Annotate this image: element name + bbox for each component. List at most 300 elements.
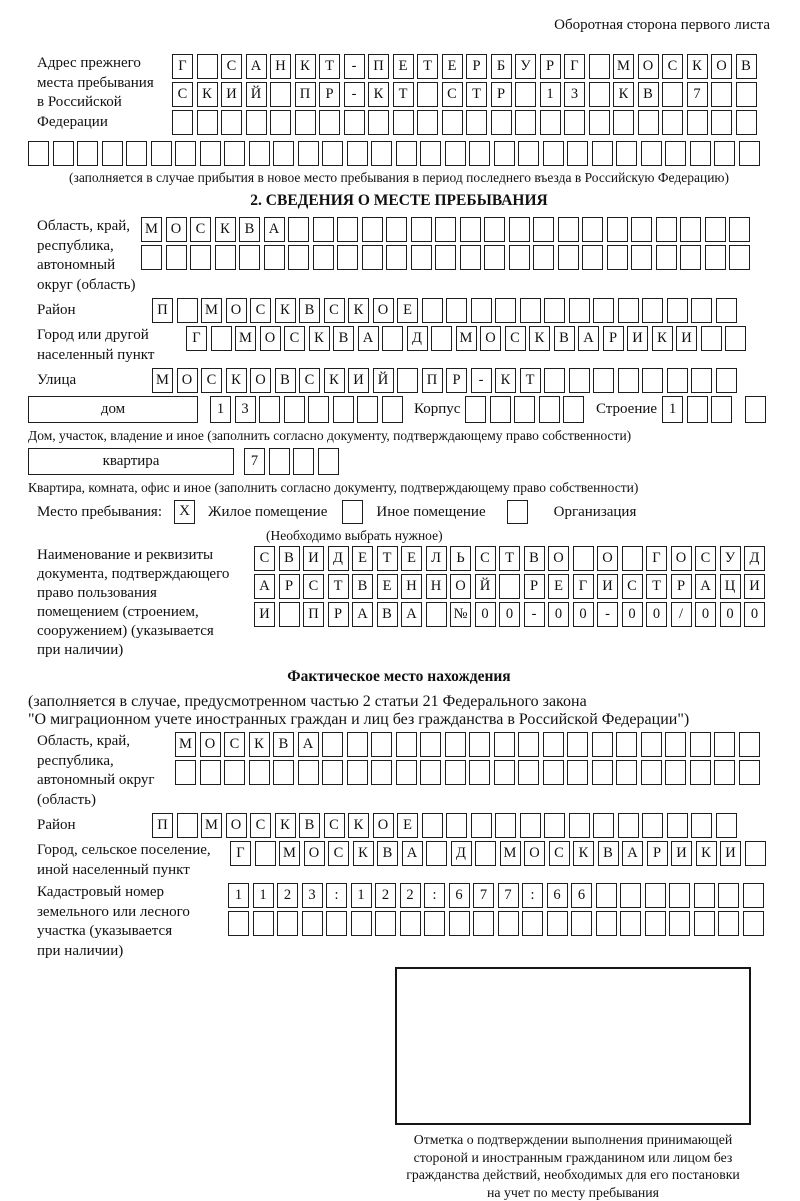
char-cell: К bbox=[197, 82, 218, 107]
char-cell bbox=[126, 141, 147, 166]
text-line: право пользования bbox=[37, 584, 254, 603]
char-cell: Т bbox=[319, 54, 340, 79]
char-cell bbox=[607, 245, 628, 270]
char-cell bbox=[665, 141, 686, 166]
char-cell: С bbox=[442, 82, 463, 107]
text-line: гражданства действий, необходимых для его постановки bbox=[395, 1166, 751, 1184]
char-cell: С bbox=[324, 298, 345, 323]
char-cell bbox=[221, 110, 242, 135]
char-cell: 0 bbox=[744, 602, 765, 627]
char-cell: С bbox=[254, 546, 275, 571]
char-cell bbox=[466, 110, 487, 135]
char-cell: 3 bbox=[564, 82, 585, 107]
char-cell bbox=[446, 813, 467, 838]
char-cell bbox=[582, 245, 603, 270]
option-organizatsiya: Организация bbox=[554, 504, 637, 521]
char-cell: К bbox=[226, 368, 247, 393]
char-cell bbox=[279, 602, 300, 627]
char-cell: К bbox=[687, 54, 708, 79]
char-cell bbox=[400, 911, 421, 936]
char-cell bbox=[680, 217, 701, 242]
text-line: в Российской bbox=[37, 93, 172, 113]
char-cell bbox=[445, 141, 466, 166]
char-cell bbox=[333, 396, 354, 423]
raion-field bbox=[28, 298, 770, 323]
char-cell bbox=[596, 883, 617, 908]
char-cell bbox=[544, 298, 565, 323]
char-cell bbox=[337, 217, 358, 242]
char-cell: В bbox=[279, 546, 300, 571]
text-line: Область, край, bbox=[37, 217, 141, 237]
char-cell bbox=[558, 217, 579, 242]
char-cell: П bbox=[152, 813, 173, 838]
option-zhiloe-pomeschenie: Жилое помещение bbox=[208, 504, 327, 521]
text-line: населенный пункт bbox=[37, 346, 186, 366]
char-cell bbox=[705, 217, 726, 242]
char-cell bbox=[273, 760, 294, 785]
char-cell bbox=[422, 813, 443, 838]
char-cell bbox=[494, 732, 515, 757]
char-cell: С bbox=[549, 841, 570, 866]
char-cell bbox=[522, 911, 543, 936]
char-cell bbox=[593, 298, 614, 323]
char-cell bbox=[393, 110, 414, 135]
text-line: автономный bbox=[37, 256, 141, 276]
char-cell: Т bbox=[328, 574, 349, 599]
char-cell bbox=[362, 245, 383, 270]
char-cell: Е bbox=[352, 546, 373, 571]
char-cell: К bbox=[573, 841, 594, 866]
oblast-row-1 bbox=[141, 217, 754, 242]
char-cell: А bbox=[695, 574, 716, 599]
char-cell bbox=[426, 602, 447, 627]
char-cell bbox=[593, 813, 614, 838]
char-cell: Е bbox=[377, 574, 398, 599]
kvartira-cells bbox=[244, 448, 342, 475]
raion-row bbox=[152, 298, 740, 323]
char-cell: Д bbox=[328, 546, 349, 571]
prev-address-row-2 bbox=[172, 82, 760, 107]
char-cell: 7 bbox=[244, 448, 265, 475]
char-cell bbox=[739, 760, 760, 785]
char-cell bbox=[520, 813, 541, 838]
char-cell bbox=[613, 110, 634, 135]
char-cell bbox=[494, 760, 515, 785]
char-cell: Л bbox=[426, 546, 447, 571]
char-cell: Т bbox=[520, 368, 541, 393]
char-cell: М bbox=[279, 841, 300, 866]
char-cell: С bbox=[172, 82, 193, 107]
char-cell: К bbox=[295, 54, 316, 79]
kadastr-row-2 bbox=[228, 911, 767, 936]
document-label bbox=[28, 546, 254, 660]
char-cell bbox=[533, 245, 554, 270]
char-cell bbox=[638, 110, 659, 135]
char-cell bbox=[270, 82, 291, 107]
char-cell bbox=[498, 911, 519, 936]
char-cell bbox=[645, 911, 666, 936]
char-cell bbox=[641, 141, 662, 166]
char-cell: В bbox=[273, 732, 294, 757]
char-cell bbox=[589, 82, 610, 107]
char-cell bbox=[567, 760, 588, 785]
document-row-3 bbox=[254, 602, 769, 627]
char-cell: 7 bbox=[687, 82, 708, 107]
char-cell: Н bbox=[426, 574, 447, 599]
char-cell bbox=[691, 298, 712, 323]
char-cell bbox=[716, 298, 737, 323]
char-cell: И bbox=[744, 574, 765, 599]
dom-label-box bbox=[28, 396, 198, 423]
char-cell bbox=[690, 732, 711, 757]
stamp-caption bbox=[395, 1131, 751, 1201]
char-cell bbox=[592, 732, 613, 757]
fact-raion-row bbox=[152, 813, 740, 838]
prev-address-row-1 bbox=[172, 54, 760, 79]
char-cell bbox=[469, 732, 490, 757]
char-cell bbox=[371, 141, 392, 166]
char-cell: 1 bbox=[228, 883, 249, 908]
char-cell bbox=[295, 110, 316, 135]
char-cell bbox=[616, 760, 637, 785]
char-cell: С bbox=[662, 54, 683, 79]
char-cell: / bbox=[671, 602, 692, 627]
char-cell bbox=[397, 368, 418, 393]
char-cell bbox=[357, 396, 378, 423]
char-cell: С bbox=[475, 546, 496, 571]
char-cell bbox=[514, 396, 535, 423]
char-cell bbox=[567, 141, 588, 166]
char-cell bbox=[53, 141, 74, 166]
char-cell: 1 bbox=[351, 883, 372, 908]
char-cell bbox=[592, 141, 613, 166]
char-cell bbox=[200, 141, 221, 166]
char-cell bbox=[729, 217, 750, 242]
char-cell bbox=[28, 141, 49, 166]
char-cell: Р bbox=[279, 574, 300, 599]
char-cell bbox=[694, 883, 715, 908]
text-line: иной населенный пункт bbox=[37, 861, 230, 881]
char-cell bbox=[422, 298, 443, 323]
char-cell: В bbox=[554, 326, 575, 351]
char-cell: Р bbox=[328, 602, 349, 627]
char-cell bbox=[539, 396, 560, 423]
char-cell bbox=[273, 141, 294, 166]
char-cell: 6 bbox=[571, 883, 592, 908]
char-cell bbox=[569, 298, 590, 323]
char-cell bbox=[197, 110, 218, 135]
char-cell bbox=[396, 760, 417, 785]
char-cell bbox=[417, 110, 438, 135]
char-cell bbox=[739, 732, 760, 757]
char-cell: О bbox=[304, 841, 325, 866]
char-cell: Г bbox=[564, 54, 585, 79]
char-cell: О bbox=[671, 546, 692, 571]
char-cell bbox=[641, 732, 662, 757]
char-cell: В bbox=[377, 602, 398, 627]
document-field bbox=[28, 546, 770, 660]
char-cell: К bbox=[368, 82, 389, 107]
char-cell: Е bbox=[401, 546, 422, 571]
char-cell: Д bbox=[407, 326, 428, 351]
char-cell bbox=[596, 911, 617, 936]
char-cell bbox=[665, 732, 686, 757]
text-line: автономный округ bbox=[37, 771, 175, 791]
prev-address-row-4 bbox=[28, 141, 770, 166]
char-cell: Р bbox=[466, 54, 487, 79]
char-cell bbox=[270, 110, 291, 135]
char-cell bbox=[494, 141, 515, 166]
stroenie-extra-cell bbox=[745, 396, 770, 423]
text-line: сооружением) (указывается bbox=[37, 622, 254, 641]
gorod-label bbox=[28, 326, 186, 365]
text-line: (область) bbox=[37, 791, 175, 811]
char-cell bbox=[745, 396, 766, 423]
char-cell: 0 bbox=[646, 602, 667, 627]
char-cell: Е bbox=[548, 574, 569, 599]
char-cell bbox=[515, 110, 536, 135]
char-cell bbox=[469, 141, 490, 166]
char-cell: Е bbox=[393, 54, 414, 79]
char-cell: К bbox=[275, 298, 296, 323]
char-cell bbox=[662, 82, 683, 107]
char-cell: Т bbox=[393, 82, 414, 107]
char-cell: Е bbox=[442, 54, 463, 79]
char-cell: Г bbox=[573, 574, 594, 599]
char-cell bbox=[736, 110, 757, 135]
fact-oblast-field bbox=[28, 732, 770, 810]
char-cell bbox=[431, 326, 452, 351]
char-cell bbox=[322, 141, 343, 166]
char-cell: Е bbox=[397, 298, 418, 323]
dom-caption: Дом, участок, владение и иное (заполнить согласно документу, подтверждающему право собственности) bbox=[28, 426, 770, 445]
text-line: Город, сельское поселение, bbox=[37, 841, 230, 861]
char-cell: О bbox=[480, 326, 501, 351]
char-cell: 0 bbox=[695, 602, 716, 627]
mesto-prebyvaniya-field bbox=[28, 500, 770, 524]
char-cell bbox=[711, 82, 732, 107]
char-cell bbox=[151, 141, 172, 166]
char-cell bbox=[313, 245, 334, 270]
char-cell bbox=[736, 82, 757, 107]
char-cell bbox=[543, 732, 564, 757]
char-cell: К bbox=[529, 326, 550, 351]
char-cell bbox=[239, 245, 260, 270]
char-cell: Т bbox=[499, 546, 520, 571]
char-cell bbox=[386, 245, 407, 270]
char-cell: О bbox=[711, 54, 732, 79]
char-cell bbox=[662, 110, 683, 135]
char-cell bbox=[656, 245, 677, 270]
char-cell bbox=[543, 760, 564, 785]
char-cell: 6 bbox=[547, 883, 568, 908]
ulitsa-row bbox=[152, 368, 740, 393]
char-cell bbox=[656, 217, 677, 242]
char-cell bbox=[175, 760, 196, 785]
text-line: республика, bbox=[37, 237, 141, 257]
option-inoe-pomeschenie: Иное помещение bbox=[376, 504, 485, 521]
char-cell bbox=[714, 732, 735, 757]
char-cell bbox=[547, 911, 568, 936]
char-cell bbox=[308, 396, 329, 423]
text-line: при наличии) bbox=[37, 942, 228, 962]
fact-gorod-label bbox=[28, 841, 230, 880]
kadastr-row-1 bbox=[228, 883, 767, 908]
char-cell bbox=[667, 368, 688, 393]
char-cell: К bbox=[215, 217, 236, 242]
char-cell bbox=[475, 841, 496, 866]
char-cell: 0 bbox=[499, 602, 520, 627]
char-cell: А bbox=[358, 326, 379, 351]
char-cell bbox=[569, 368, 590, 393]
char-cell: А bbox=[264, 217, 285, 242]
char-cell: 6 bbox=[449, 883, 470, 908]
char-cell bbox=[449, 911, 470, 936]
oblast-row-2 bbox=[141, 245, 754, 270]
kvartira-label: квартира bbox=[103, 453, 160, 470]
char-cell bbox=[228, 911, 249, 936]
char-cell bbox=[411, 217, 432, 242]
char-cell bbox=[277, 911, 298, 936]
char-cell: М bbox=[500, 841, 521, 866]
text-line: Федерации bbox=[37, 113, 172, 133]
char-cell: М bbox=[141, 217, 162, 242]
text-line: документа, подтверждающего bbox=[37, 565, 254, 584]
char-cell: И bbox=[348, 368, 369, 393]
char-cell: В bbox=[638, 82, 659, 107]
char-cell: М bbox=[201, 298, 222, 323]
char-cell bbox=[371, 760, 392, 785]
char-cell: М bbox=[175, 732, 196, 757]
char-cell bbox=[518, 732, 539, 757]
text-line: места пребывания bbox=[37, 74, 172, 94]
char-cell bbox=[705, 245, 726, 270]
oblast-field bbox=[28, 217, 770, 295]
char-cell bbox=[293, 448, 314, 475]
char-cell bbox=[197, 54, 218, 79]
char-cell bbox=[631, 245, 652, 270]
char-cell: Д bbox=[451, 841, 472, 866]
char-cell bbox=[495, 813, 516, 838]
char-cell: И bbox=[221, 82, 242, 107]
prev-address-label bbox=[28, 54, 172, 132]
char-cell: О bbox=[177, 368, 198, 393]
prev-address-row-3 bbox=[172, 110, 760, 135]
stroenie-cells bbox=[662, 396, 736, 423]
char-cell bbox=[435, 217, 456, 242]
char-cell bbox=[687, 110, 708, 135]
char-cell bbox=[616, 141, 637, 166]
char-cell: - bbox=[524, 602, 545, 627]
char-cell: А bbox=[352, 602, 373, 627]
page-corner-note: Оборотная сторона первого листа bbox=[28, 16, 770, 34]
char-cell: Р bbox=[491, 82, 512, 107]
char-cell: Д bbox=[744, 546, 765, 571]
char-cell bbox=[642, 813, 663, 838]
char-cell bbox=[396, 141, 417, 166]
char-cell bbox=[426, 841, 447, 866]
char-cell bbox=[620, 911, 641, 936]
char-cell: В bbox=[275, 368, 296, 393]
char-cell bbox=[540, 110, 561, 135]
text-line: Наименование и реквизиты bbox=[37, 546, 254, 565]
char-cell bbox=[386, 217, 407, 242]
char-cell bbox=[190, 245, 211, 270]
char-cell bbox=[567, 732, 588, 757]
char-cell bbox=[622, 546, 643, 571]
char-cell bbox=[322, 732, 343, 757]
char-cell: С bbox=[190, 217, 211, 242]
char-cell bbox=[544, 813, 565, 838]
char-cell bbox=[382, 326, 403, 351]
char-cell bbox=[642, 368, 663, 393]
stamp-area bbox=[395, 967, 751, 1201]
text-line: земельного или лесного bbox=[37, 903, 228, 923]
char-cell bbox=[571, 911, 592, 936]
char-cell: В bbox=[333, 326, 354, 351]
char-cell: 0 bbox=[720, 602, 741, 627]
char-cell bbox=[641, 760, 662, 785]
char-cell bbox=[544, 368, 565, 393]
text-line: помещением (строением, bbox=[37, 603, 254, 622]
checkbox-inoe-pomeschenie bbox=[342, 500, 363, 524]
char-cell bbox=[593, 368, 614, 393]
char-cell bbox=[509, 217, 530, 242]
text-line: Кадастровый номер bbox=[37, 883, 228, 903]
char-cell bbox=[691, 813, 712, 838]
char-cell: О bbox=[250, 368, 271, 393]
char-cell: К bbox=[652, 326, 673, 351]
char-cell bbox=[326, 911, 347, 936]
char-cell bbox=[253, 911, 274, 936]
text-line: (заполняется в случае, предусмотренном частью 2 статьи 21 Федерального закона bbox=[28, 693, 770, 711]
char-cell bbox=[249, 760, 270, 785]
char-cell bbox=[224, 760, 245, 785]
char-cell bbox=[302, 911, 323, 936]
char-cell bbox=[284, 396, 305, 423]
char-cell: Р bbox=[647, 841, 668, 866]
char-cell: Т bbox=[466, 82, 487, 107]
char-cell bbox=[259, 396, 280, 423]
char-cell bbox=[319, 110, 340, 135]
char-cell: К bbox=[353, 841, 374, 866]
char-cell bbox=[714, 760, 735, 785]
char-cell: И bbox=[720, 841, 741, 866]
text-line: Город или другой bbox=[37, 326, 186, 346]
char-cell bbox=[347, 141, 368, 166]
char-cell: С bbox=[284, 326, 305, 351]
char-cell: С bbox=[303, 574, 324, 599]
prev-address-caption: (заполняется в случае прибытия в новое место пребывания в период последнего въезда в Российскую Федерацию) bbox=[28, 168, 770, 187]
char-cell bbox=[141, 245, 162, 270]
char-cell bbox=[718, 883, 739, 908]
char-cell: В bbox=[524, 546, 545, 571]
gorod-field bbox=[28, 326, 770, 365]
char-cell: К bbox=[495, 368, 516, 393]
char-cell: О bbox=[260, 326, 281, 351]
char-cell: В bbox=[352, 574, 373, 599]
char-cell bbox=[337, 245, 358, 270]
char-cell bbox=[687, 396, 708, 423]
char-cell bbox=[642, 298, 663, 323]
text-line: Отметка о подтверждении выполнения принимающей bbox=[395, 1131, 751, 1149]
char-cell bbox=[351, 911, 372, 936]
char-cell bbox=[417, 82, 438, 107]
char-cell bbox=[318, 448, 339, 475]
char-cell bbox=[102, 141, 123, 166]
checkbox-zhiloe-pomeschenie: X bbox=[174, 500, 195, 524]
char-cell bbox=[743, 883, 764, 908]
